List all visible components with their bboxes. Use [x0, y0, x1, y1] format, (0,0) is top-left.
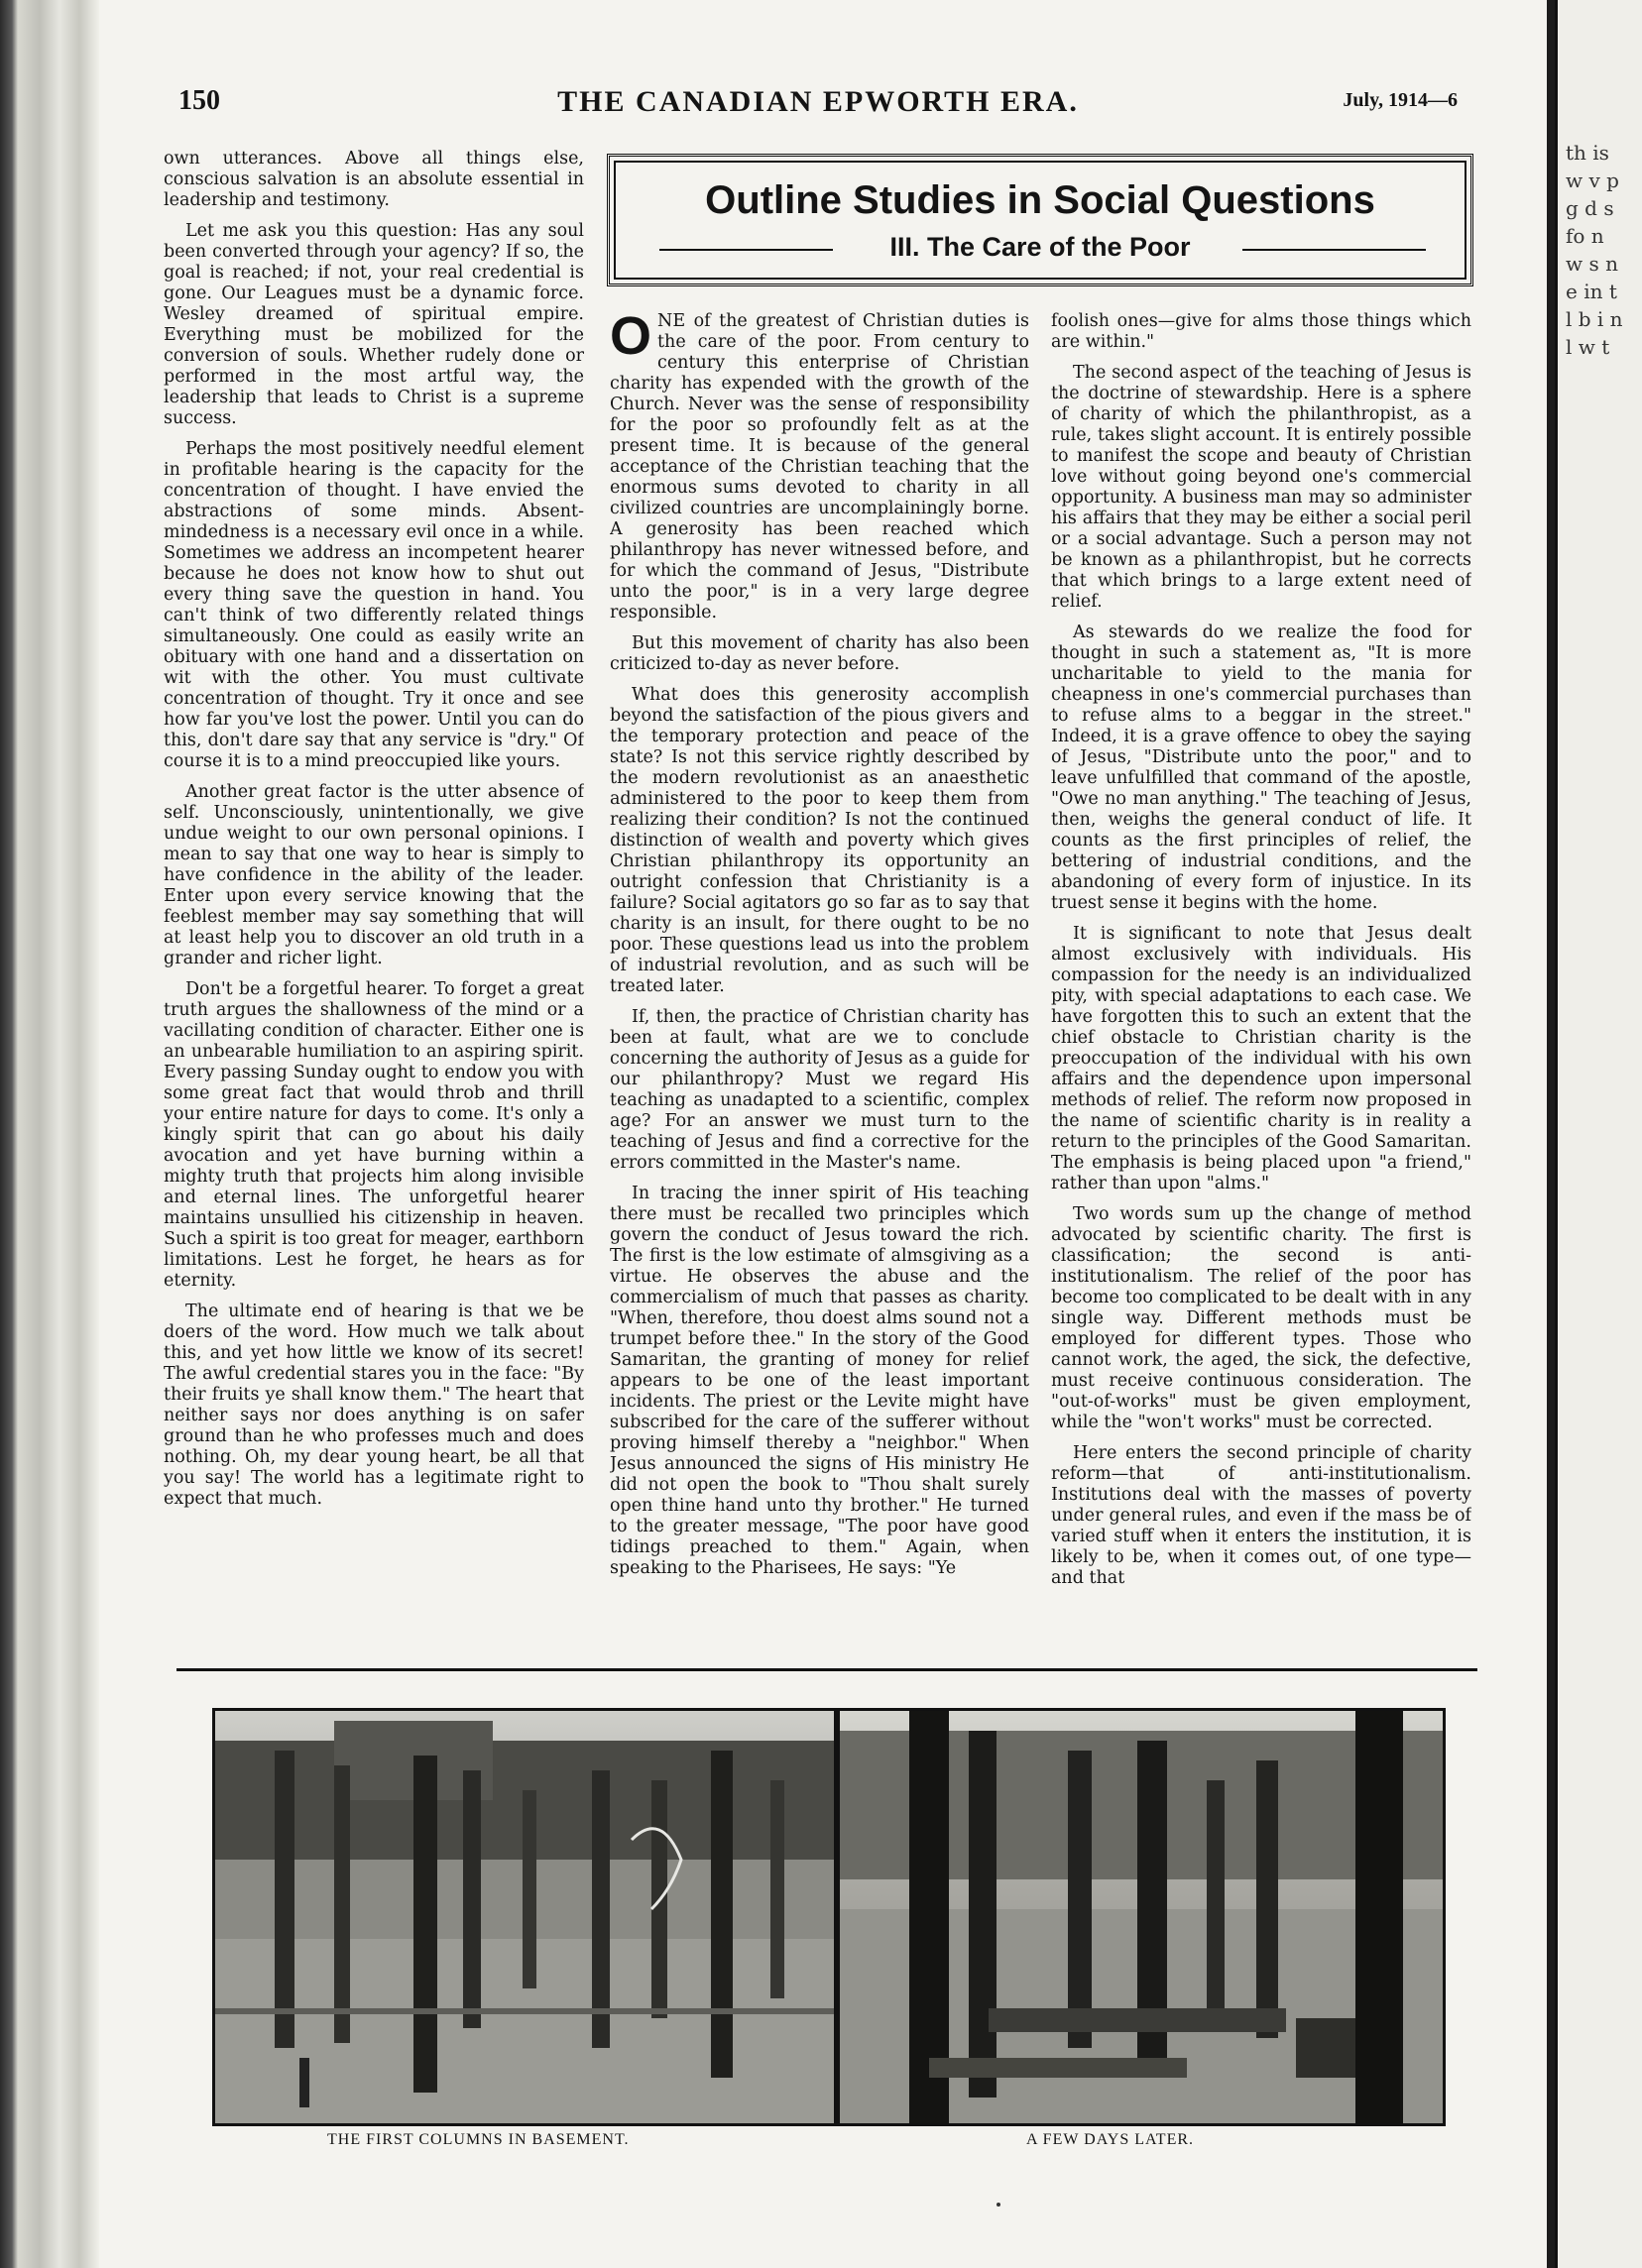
- paragraph: Here enters the second principle of charity reform—that of anti-institutionalism. Institutions deal with the masses of poverty under general rules, and even if the mass be of varied stuff when it enters the institution, it is likely to be, when it comes out, of one type—and that: [1051, 1443, 1471, 1588]
- page-number: 150: [178, 85, 220, 116]
- paragraph: If, then, the practice of Christian charity has been at fault, what are we to conclude concerning the authority of Jesus as a guide for our philanthropy? Must we regard His teaching as unadapted to a scientific, complex age? For an answer we must turn to the teaching of Jesus and find a corrective for the errors committed in the Master's name.: [610, 1007, 1029, 1173]
- issue-date: July, 1914—6: [1343, 89, 1458, 111]
- photo-few-days-later: [840, 1711, 1443, 2123]
- drop-cap: O: [610, 311, 652, 366]
- paragraph: Perhaps the most positively needful element in profitable hearing is the capacity for the concentration of thought. I have envied the abstractions of some minds. Absent-mindedness is a necessary evil once in a while. Sometimes we address an incompetent hearer because he does not know how to shut out every thing save the question in hand. You can't think of two differently related things simultaneously. One could as easily write an obituary with one hand and a dissertation on wit with the other. You must cultivate concentration of thought. Try it once and see how far you've lost the power. Until you can do this, don't dare say that any service is "dry." Of course it is to a mind preoccupied like yours.: [164, 439, 584, 771]
- column-1: [164, 149, 584, 1655]
- opening-text: NE of the greatest of Christian duties is the care of the poor. From century to century this enterprise of Christian charity has expended with the growth of the Church. Never was the sense of responsibility for the poor so profoundly felt as at the present time. It is because of the general acceptance of the Christian teaching that the enormous sums devoted to charity in all civilized countries are uncomplainingly borne. A generosity has been reached which philanthropy has never witnessed before, and for which the command of Jesus, "Distribute unto the poor," is in a very large degree responsible.: [610, 311, 1029, 623]
- paragraph: The ultimate end of hearing is that we be doers of the word. How much we talk about this, and yet how little we know of its secret! The awful credential stares you in the face: "By their fruits ye shall know them." The heart that neither says nor does anything is on safer ground than he who professes much and does nothing. Oh, my dear young heart, be all that you say! The world has a legitimate right to expect that much.: [164, 1302, 584, 1509]
- adjacent-page-edge: [1555, 0, 1642, 2268]
- section-divider: [176, 1668, 1477, 1671]
- paragraph: But this movement of charity has also been criticized to-day as never before.: [610, 633, 1029, 674]
- running-header: [178, 85, 1458, 125]
- paragraph: As stewards do we realize the food for thought in such a statement as, "It is more uncharitable to yield to the mania for cheapness in one's commercial purchases than to refuse alms to a beggar in the street." Indeed, it is a grave offence to obey the saying of Jesus, "Distribute unto the poor," and to leave unfulfilled that command of the apostle, "Owe no man anything." The teaching of Jesus, then, weighs the general conduct of life. It counts as the first principles of relief, the bettering of industrial conditions, and the abandoning of every form of injustice. In its truest sense it begins with the home.: [1051, 623, 1471, 913]
- photo-first-columns: [215, 1711, 834, 2123]
- column-2: [610, 311, 1029, 1655]
- caption-left: THE FIRST COLUMNS IN BASEMENT.: [327, 2131, 630, 2148]
- column-3: [1051, 311, 1471, 1655]
- paragraph: Don't be a forgetful hearer. To forget a great truth argues the shallowness of the mind or a vacillating condition of character. Either one is an unbearable humiliation to an aspiring spirit. Every passing Sunday ought to endow you with some great fact that would throb and thrill your entire nature for days to come. It's only a kingly spirit that can go about his daily avocation and yet have burning within a mighty truth that projects him along invisible and eternal lines. The unforgetful hearer maintains unsullied his citizenship in heaven. Such a spirit is too great for meager, earthborn limitations. Lest he forget, he hears as for eternity.: [164, 979, 584, 1291]
- book-binding: [0, 0, 99, 2268]
- paragraph: In tracing the inner spirit of His teaching there must be recalled two principles which govern the conduct of Jesus toward the rich. The first is the low estimate of almsgiving as a virtue. He observes the abuse and the commercialism of much that passes as charity. "When, therefore, thou doest alms sound not a trumpet before thee." In the story of the Good Samaritan, the granting of money for relief appears to be one of the least important incidents. The priest or the Levite might have subscribed for the care of the sufferer without proving himself thereby a "neighbor." When Jesus announced the signs of His ministry He did not open the book to "Thou shalt surely open thine hand unto thy brother." He turned to the greater message, "The poor have good tidings preached to them." Again, when speaking to the Pharisees, He says: "Ye: [610, 1184, 1029, 1578]
- paragraph: foolish ones—give for alms those things which are within.": [1051, 311, 1471, 352]
- paragraph: The second aspect of the teaching of Jesus is the doctrine of stewardship. Here is a sphere of charity of which the philanthropist, as a rule, takes slight account. It is entirely possible to manifest the scope and beauty of Christian love without going beyond one's commercial opportunity. A business man may so administer his affairs that they may be either a social peril or a social advantage. Such a person may not be known as a philanthropist, but he corrects that which brings to a large extent need of relief.: [1051, 363, 1471, 612]
- paragraph: Another great factor is the utter absence of self. Unconsciously, unintentionally, we give undue weight to our own personal opinions. I mean to say that one way to hear is simply to have confidence in the ability of the leader. Enter upon every service knowing that the feeblest member may say something that will at least help you to discover an old truth in a grander and richer light.: [164, 782, 584, 968]
- caption-right: A FEW DAYS LATER.: [1026, 2131, 1195, 2148]
- article-subtitle: III. The Care of the Poor: [889, 232, 1191, 262]
- paragraph: What does this generosity accomplish beyond the satisfaction of the pious givers and the temporary protection and peace of the state? Is not this service rightly described by the modern revolutionist as an anaesthetic administered to the poor to keep them from realizing their condition? Is not the continued distinction of wealth and poverty which gives Christian philanthropy its opportunity an outright confession that Christianity is a failure? Social agitators go so far as to say that charity is an insult, for there ought to be no poor. These questions lead us into the problem of industrial revolution, and as such will be treated later.: [610, 685, 1029, 996]
- print-speck: [997, 2203, 1000, 2207]
- opening-paragraph: [610, 311, 1029, 624]
- paragraph: Two words sum up the change of method advocated by scientific charity. The first is classification; the second is anti-institutionalism. The relief of the poor has become too complicated to be dealt with in any single way. Different methods must be employed for different types. Those who cannot work, the aged, the sick, the defective, must receive continuous consideration. The "out-of-works" must be given employment, while the "won't works" must be corrected.: [1051, 1204, 1471, 1432]
- title-rule-right: [1242, 249, 1426, 251]
- publication-title: THE CANADIAN EPWORTH ERA.: [557, 85, 1079, 118]
- paragraph: own utterances. Above all things else, conscious salvation is an absolute essential in leadership and testimony.: [164, 149, 584, 210]
- article-title-box: [607, 154, 1473, 286]
- adjacent-page-fragment: th is w v p g d s fo n w s n e in t l b i n l w t: [1566, 141, 1623, 359]
- photo-panel: [212, 1708, 1446, 2126]
- paragraph: Let me ask you this question: Has any soul been converted through your agency? If so, the goal is reached; if not, your real credential is gone. Our Leagues must be a dynamic force. Wesley dreamed of spiritual empire. Everything must be mobilized for the conversion of souls. Whether rudely done or performed in the most artful way, the leadership that leads to Christ is a supreme success.: [164, 221, 584, 428]
- article-title: Outline Studies in Social Questions: [705, 178, 1375, 222]
- paragraph: It is significant to note that Jesus dealt almost exclusively with individuals. His compassion for the needy is an individualized pity, with special adaptations to each case. We have forgotten this to such an extent that the chief obstacle to Christian charity is the preoccupation of the individual with his own affairs and the dependence upon impersonal methods of relief. The reform now proposed in the name of scientific charity is in reality a return to the principles of the Good Samaritan. The emphasis is being placed upon "a friend," rather than upon "alms.": [1051, 924, 1471, 1193]
